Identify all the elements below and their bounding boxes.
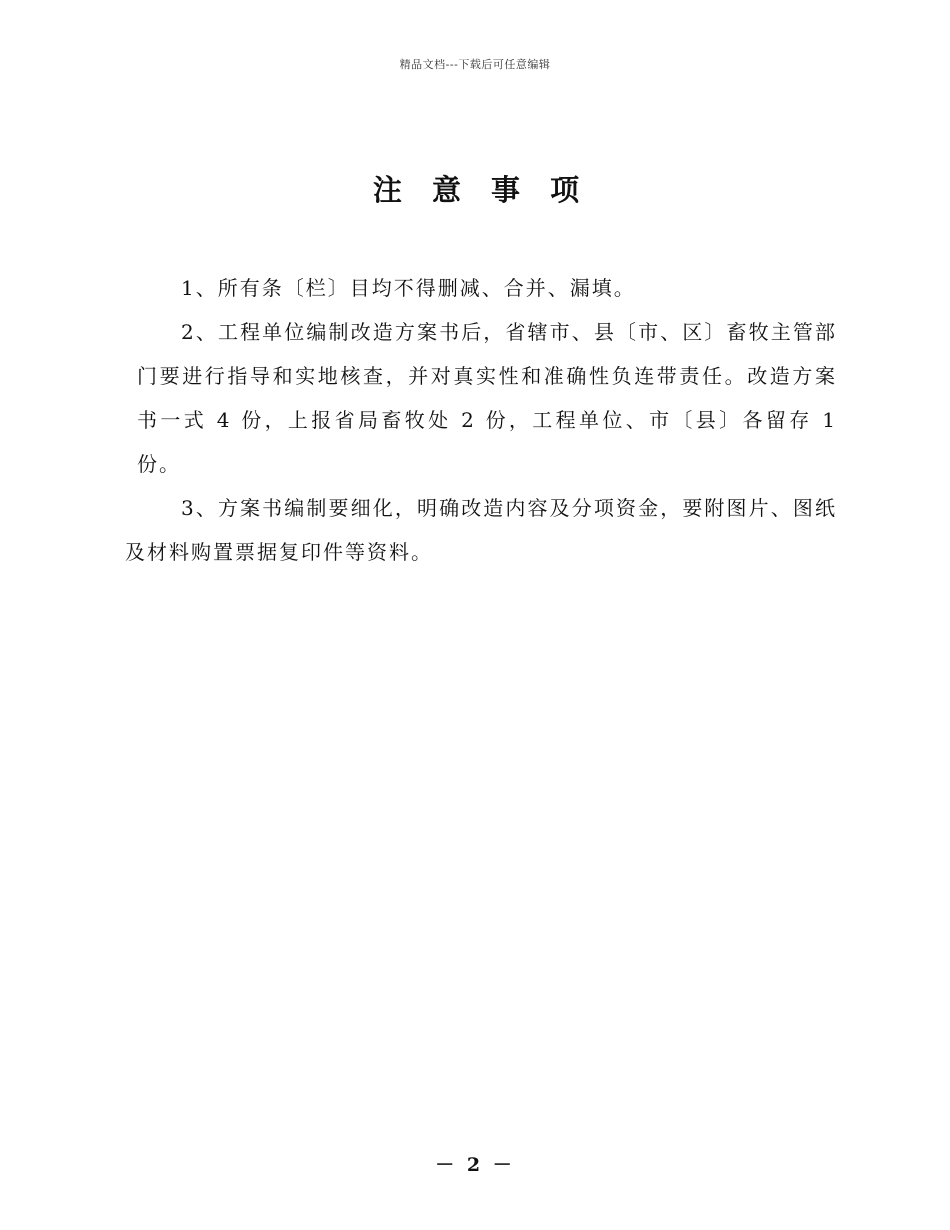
page-number: － 2 － [435, 1154, 515, 1176]
notice-body [125, 266, 837, 574]
notice-item-1: 1、所有条〔栏〕目均不得删减、合并、漏填。 [181, 276, 636, 300]
header-note: 精品文档---下载后可任意编辑 [399, 58, 551, 71]
notice-item-3: 3、方案书编制要细化，明确改造内容及分项资金，要附图片、图纸及材料购置票据复印件等资料。 [125, 496, 837, 564]
notice-item-2: 2、工程单位编制改造方案书后，省辖市、县〔市、区〕畜牧主管部门要进行指导和实地核查，并对真实性和准确性负连带责任。改造方案书一式 4 份，上报省局畜牧处 2 份，工程单位、市〔县〕各留存 1 份。 [137, 320, 837, 476]
page-title: 注 意 事 项 [372, 173, 590, 207]
